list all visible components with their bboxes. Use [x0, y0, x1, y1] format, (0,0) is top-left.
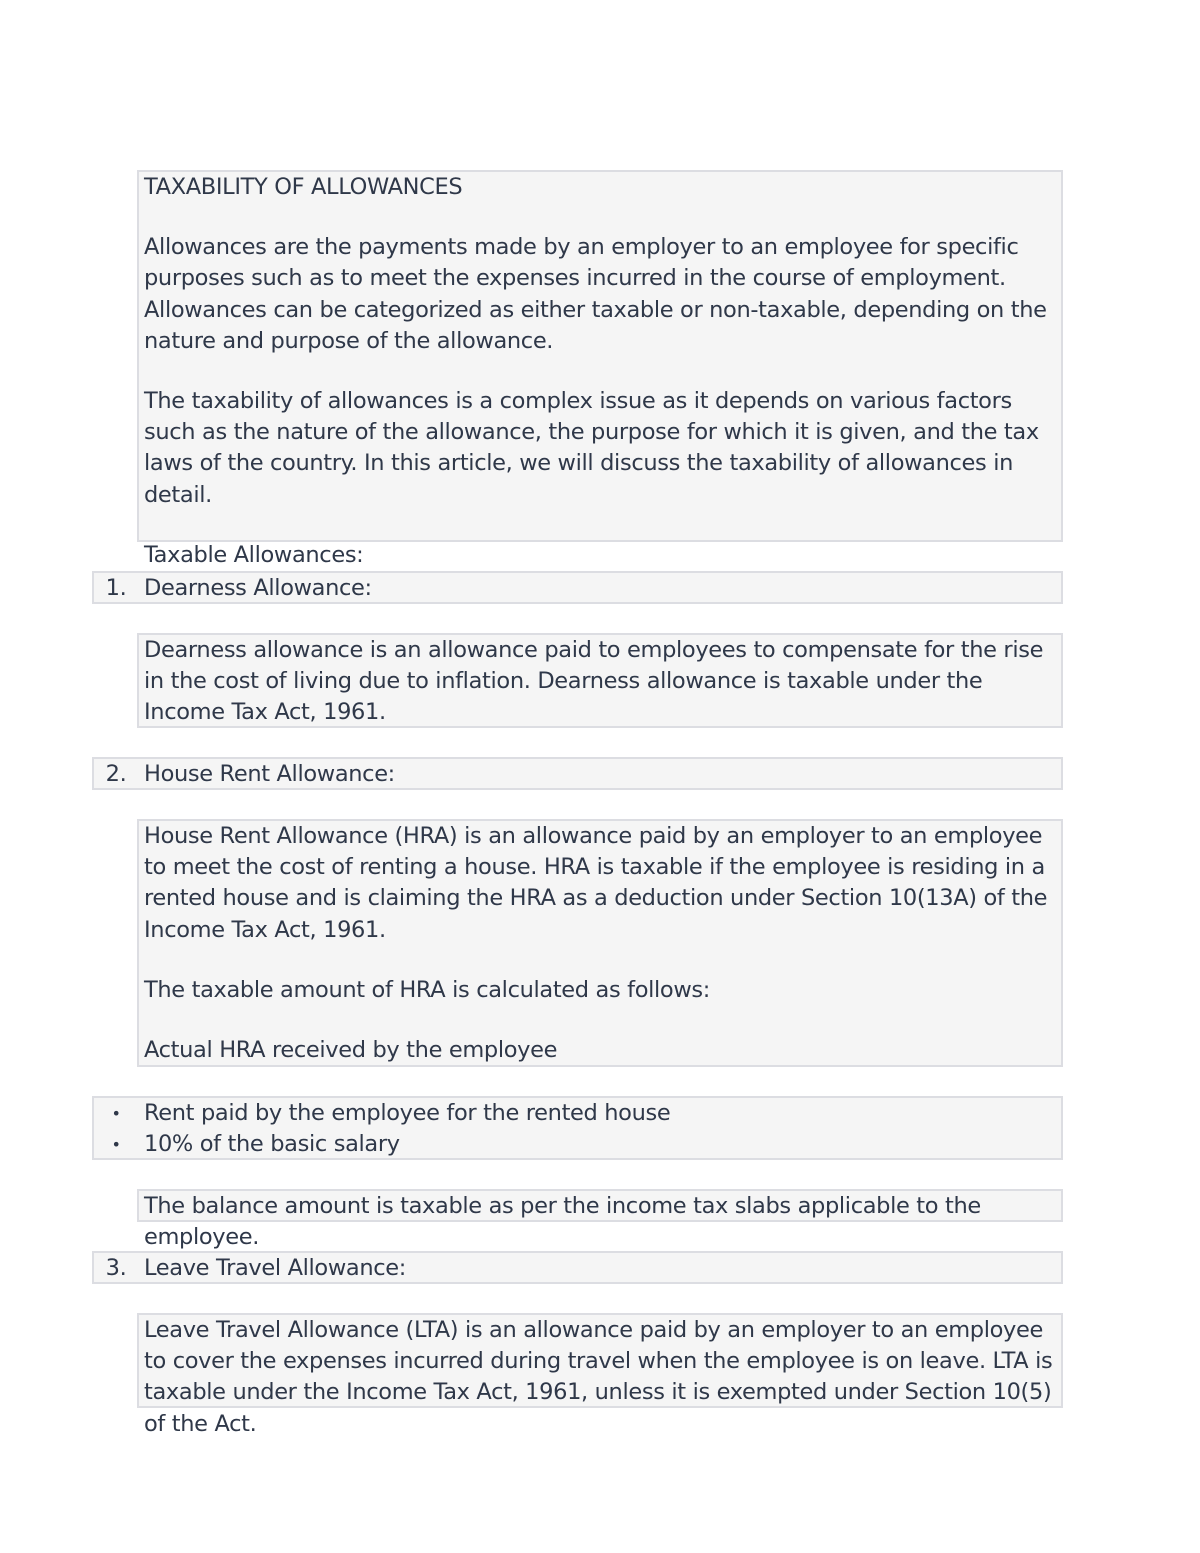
bullet-text: 10% of the basic salary — [144, 1131, 400, 1158]
paragraph: The balance amount is taxable as per the income tax slabs applicable to the employee. — [144, 1193, 981, 1251]
paragraph: Leave Travel Allowance (LTA) is an allowance paid by an employer to an employee to cover the expenses incurred during travel when the employee is on leave. LTA is taxable under the Income Tax Act, 1961, unless it is exempted under Section 10(5) of the Act. — [144, 1317, 1053, 1437]
list-number: 2. — [105, 761, 127, 787]
item-heading: House Rent Allowance: — [144, 761, 395, 787]
item-heading: Dearness Allowance: — [144, 575, 372, 601]
list-item — [111, 1098, 1055, 1129]
hra-bullet-list — [92, 1096, 1063, 1160]
document-title: TAXABILITY OF ALLOWANCES — [144, 174, 463, 200]
list-item-dearness-allowance — [92, 571, 1063, 604]
paragraph: The taxable amount of HRA is calculated as follows: — [144, 976, 711, 1003]
paragraph: House Rent Allowance (HRA) is an allowance paid by an employer to an employee to meet the cost of renting a house. HRA is taxable if the employee is residing in a rented house and is claiming the HRA as a deduction under Section 10(13A) of the Income Tax Act, 1961. — [144, 823, 1048, 943]
leave-travel-allowance-description — [137, 1313, 1063, 1437]
bullet-text: Rent paid by the employee for the rented house — [144, 1100, 671, 1126]
list-number: 1. — [105, 575, 127, 601]
list-item — [111, 1129, 1055, 1160]
hra-balance-note — [137, 1189, 1063, 1251]
intro-block — [137, 170, 1063, 568]
item-heading: Leave Travel Allowance: — [144, 1255, 406, 1281]
paragraph: Dearness allowance is an allowance paid to employees to compensate for the rise in the cost of living due to inflation. Dearness allowance is taxable under the Income Tax Act, 1961. — [144, 637, 1044, 726]
intro-paragraph-1: Allowances are the payments made by an employer to an employee for specific purposes such as to meet the expenses incurred in the course of employment. Allowances can be categorized as either taxable or non-taxable, depending on the nature and purpose of the allowance. — [144, 234, 1047, 354]
taxable-allowances-subheading: Taxable Allowances: — [144, 541, 364, 568]
intro-paragraph-2: The taxability of allowances is a complex issue as it depends on various factors such as the nature of the allowance, the purpose for which it is given, and the tax laws of the country. In this article, we will discuss the taxability of allowances in detail. — [144, 388, 1039, 508]
dearness-allowance-description — [137, 633, 1063, 728]
bullet-icon: • — [111, 1104, 121, 1123]
list-item-house-rent-allowance — [92, 757, 1063, 790]
house-rent-allowance-description — [137, 819, 1063, 1067]
paragraph: Actual HRA received by the employee — [144, 1037, 558, 1064]
list-item-leave-travel-allowance — [92, 1251, 1063, 1284]
bullet-icon: • — [111, 1135, 121, 1155]
list-number: 3. — [105, 1255, 127, 1281]
